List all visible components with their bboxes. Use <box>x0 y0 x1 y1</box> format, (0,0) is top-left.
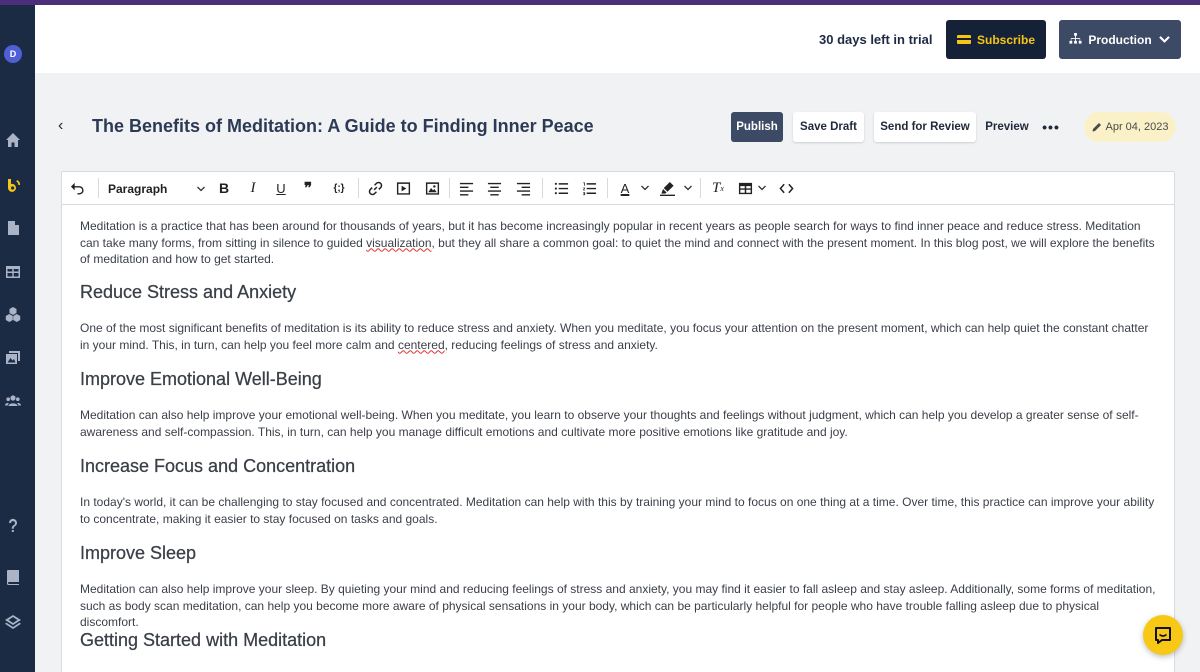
highlight-icon[interactable] <box>659 180 676 196</box>
help-icon[interactable] <box>4 517 22 535</box>
chevron-down-icon <box>196 184 206 194</box>
block-format-select[interactable] <box>100 172 212 205</box>
image-icon[interactable] <box>423 180 441 196</box>
chevron-down-icon <box>1158 33 1171 46</box>
trial-status: 30 days left in trial <box>819 32 933 47</box>
book-icon[interactable] <box>4 568 22 586</box>
users-icon[interactable] <box>4 392 22 410</box>
sitemap-icon <box>1069 33 1082 46</box>
heading: Improve Sleep <box>80 543 197 563</box>
home-icon[interactable] <box>4 131 22 149</box>
paragraph: Meditation can also help improve your sleep. By quieting your mind and reducing feelings of stress and anxiety, you may find it easier to fall asleep and stay asleep. Additionally, some forms of meditation, such as body scan meditation, can help you become more aware of physical sensations in your body, which can be particularly helpful for people who have trouble falling asleep due to physical discomfort. <box>80 582 1156 629</box>
heading: Increase Focus and Concentration <box>80 456 356 476</box>
spelling-error[interactable]: centered <box>397 337 445 352</box>
subscribe-label: Subscribe <box>976 32 1036 47</box>
environment-label: Production <box>1088 32 1152 47</box>
link-icon[interactable] <box>366 180 384 196</box>
avatar[interactable]: D <box>4 45 22 63</box>
subscribe-button[interactable] <box>946 20 1046 59</box>
bold-icon[interactable]: B <box>218 180 230 196</box>
italic-icon[interactable]: I <box>250 179 256 196</box>
brand-icon[interactable] <box>4 176 22 194</box>
heading: Getting Started with Meditation <box>80 630 327 650</box>
block-format-label: Paragraph <box>108 181 168 196</box>
sidebar <box>0 5 35 672</box>
publish-date: Apr 04, 2023 <box>1105 121 1169 133</box>
chevron-down-icon[interactable] <box>640 183 650 193</box>
chevron-down-icon[interactable] <box>683 183 693 193</box>
save-draft-button[interactable]: Save Draft <box>793 112 864 142</box>
table-icon[interactable] <box>737 180 754 196</box>
heading: Reduce Stress and Anxiety <box>80 282 297 302</box>
chevron-down-icon[interactable] <box>757 183 767 193</box>
numbered-list-icon[interactable] <box>581 180 597 196</box>
paragraph: Meditation is a practice that has been around for thousands of years, but it has become increasingly popular in recent years as people search for ways to find inner peace and reduce stress. Meditation can take many forms, from sitting in silence to guided visualization, but they all share a common goal: to quiet the mind and connect with the present moment. In this blog post, we will explore the benefits of meditation and how to get started. <box>80 219 1155 266</box>
layers-icon[interactable] <box>4 613 22 631</box>
more-options-button[interactable]: ••• <box>1042 119 1060 135</box>
page-title: The Benefits of Meditation: A Guide to Finding Inner Peace <box>92 116 594 136</box>
chat-icon <box>1153 625 1173 645</box>
rich-text-editor[interactable] <box>61 171 1175 672</box>
top-header <box>35 5 1200 73</box>
send-for-review-button[interactable]: Send for Review <box>874 112 976 142</box>
document-icon[interactable] <box>4 219 22 237</box>
paragraph: In today's world, it can be challenging to stay focused and concentrated. Meditation can help with this by training your mind to focus on one thing at a time. Over time, this practice can improve your ability to concentrate, making it easier to stay focused on tasks and goals. <box>80 495 1155 526</box>
spelling-error[interactable]: visualization <box>366 235 432 250</box>
clear-formatting-icon[interactable]: T x <box>712 179 724 196</box>
undo-icon[interactable] <box>70 179 85 195</box>
chat-support-button[interactable] <box>1143 615 1183 655</box>
components-icon[interactable] <box>4 305 22 323</box>
media-icon[interactable] <box>4 349 22 367</box>
align-center-icon[interactable] <box>486 180 502 196</box>
paragraph: One of the most significant benefits of meditation is its ability to reduce stress and anxiety. When you meditate, you focus your attention on the present moment, which can help quiet the constant chatter in your mind. This, in turn, can help you feel more calm and centered, reducing feelings of stress and anxiety. <box>80 321 1149 352</box>
underline-icon[interactable]: U <box>276 180 286 196</box>
paragraph: Meditation can also help improve your emotional well-being. When you meditate, you learn to observe your thoughts and feelings without judgment, which can help you develop a greater sense of self-awareness and self-compassion. This, in turn, can help you manage difficult emotions and cultivate more positive emotions like gratitude and joy. <box>80 408 1139 439</box>
publish-date-badge[interactable] <box>1084 112 1176 142</box>
video-icon[interactable] <box>394 180 412 196</box>
back-chevron-icon[interactable]: ‹ <box>58 117 64 134</box>
publish-button[interactable]: Publish <box>731 112 783 142</box>
pencil-icon <box>1092 122 1102 132</box>
blockquote-icon[interactable]: ❞ <box>303 180 313 197</box>
code-block-icon[interactable]: {;} <box>333 182 345 194</box>
editor-toolbar <box>62 172 1174 205</box>
credit-card-icon <box>957 35 971 44</box>
bullet-list-icon[interactable] <box>553 180 569 196</box>
preview-button[interactable]: Preview <box>985 121 1029 133</box>
text-color-icon[interactable]: A <box>620 180 630 196</box>
align-left-icon[interactable] <box>458 180 474 196</box>
source-code-icon[interactable] <box>777 180 795 196</box>
environment-dropdown[interactable] <box>1059 20 1181 59</box>
heading: Improve Emotional Well-Being <box>80 369 322 389</box>
layout-icon[interactable] <box>4 263 22 281</box>
align-right-icon[interactable] <box>515 180 531 196</box>
